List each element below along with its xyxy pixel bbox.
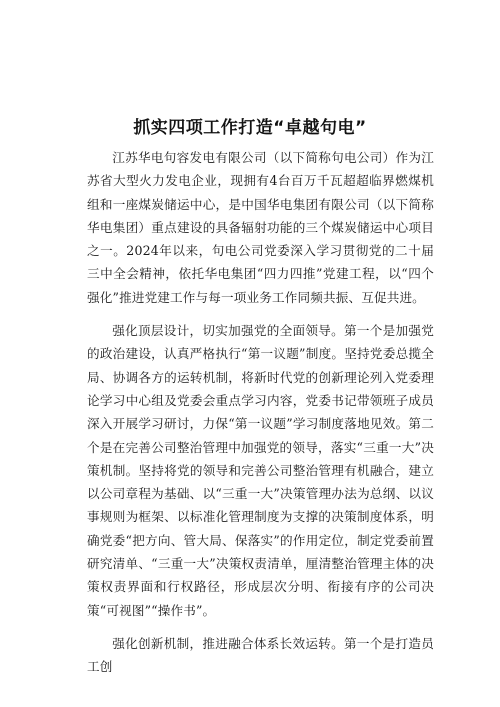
document-body bbox=[87, 146, 434, 679]
document-title: 抓实四项工作打造“卓越句电” bbox=[133, 118, 367, 138]
paragraph-innovation-mechanism: 强化创新机制，推进融合体系长效运转。第一个是打造员工创 bbox=[87, 635, 434, 675]
paragraph-intro: 江苏华电句容发电有限公司（以下简称句电公司）作为江苏省大型火力发电企业，现拥有4台百万千瓦超超临界燃煤机组和一座煤炭储运中心，是中国华电集团有限公司（以下简称华电集团）重点建设的具备辐射功能的三个煤炭储运中心项目之一。2024年以来，句电公司党委深入学习贯彻党的二十届三中全会精神，依托华电集团“四力四推”党建工程，以“四个强化”推进党建工作与每一项业务工作同频共振、互促共进。 bbox=[87, 150, 434, 305]
paragraph-top-level-design: 强化顶层设计，切实加强党的全面领导。第一个是加强党的政治建设，认真严格执行“第一议题”制度。坚持党委总揽全局、协调各方的运转机制，将新时代党的创新理论列入党委理论学习中心组及党委会重点学习内容，党委书记带领班子成员深入开展学习研讨，力保“第一议题”学习制度落地见效。第二个是在完善公司整治管理中加强党的领导，落实“三重一大”决策机制。坚持将党的领导和完善公司整治管理有机融合，建立以公司章程为基础、以“三重一大”决策管理办法为总纲、以议事规则为框架、以标准化管理制度为支撑的决策制度体系，明确党委“把方向、管大局、保落实”的作用定位，制定党委前置研究清单、“三重一大”决策权责清单，厘清整治管理主体的决策权责界面和行权路径，形成层次分明、衔接有序的公司决策“可视图”“操作书”。 bbox=[87, 323, 434, 618]
